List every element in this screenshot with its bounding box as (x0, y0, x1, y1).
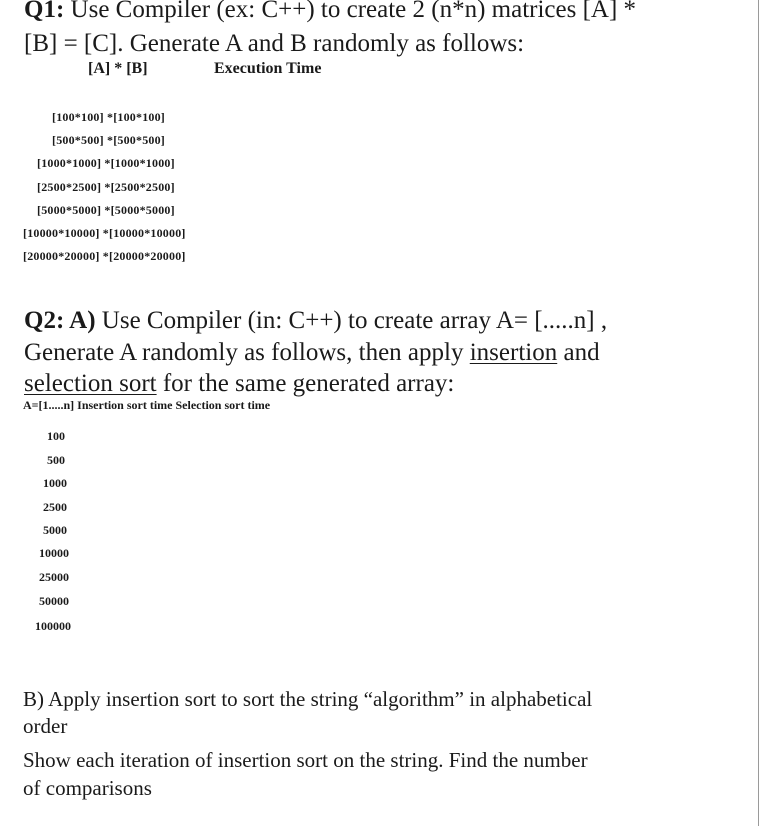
q2-line-2 (24, 337, 600, 368)
q1-text-line-1: Use Compiler (ex: C++) to create 2 (n*n) matrices [A] * (64, 0, 637, 23)
q2-size-value: 25000 (39, 570, 69, 584)
q2-size-value: 50000 (39, 594, 69, 608)
q2-size-value: 5000 (43, 523, 67, 537)
q1-matrix-row: [1000*1000] *[1000*1000] (37, 156, 175, 170)
q2-table-header: A=[1.....n] Insertion sort time Selection sort time (23, 398, 271, 412)
q1-label: Q1: (24, 0, 65, 23)
insertion-underlined-term: insertion (469, 339, 558, 366)
q1-matrix-row: [100*100] *[100*100] (52, 110, 165, 124)
q2b-paragraph-1-line-1: B) Apply insertion sort to sort the string “algorithm” in alphabetical (23, 687, 593, 711)
q2-size-value: 100000 (35, 619, 71, 633)
q1-matrix-row: [20000*20000] *[20000*20000] (23, 249, 186, 263)
q2-text-line-1: Use Compiler (in: C++) to create array A= [.....n] , (95, 307, 608, 334)
selection-sort-underlined-term: selection sort (24, 370, 157, 397)
q2-text-line-2-post: and (557, 339, 600, 366)
q1-line-2: [B] = [C]. Generate A and B randomly as follows: (24, 30, 525, 57)
q1-matrix-row: [5000*5000] *[5000*5000] (37, 203, 175, 217)
q1-matrix-row: [2500*2500] *[2500*2500] (37, 180, 175, 194)
q2-size-value: 10000 (39, 546, 69, 560)
q2-label: Q2: A) (24, 307, 96, 334)
q2b-paragraph-2-line-1: Show each iteration of insertion sort on the string. Find the number (23, 748, 588, 772)
q1-matrix-row: [500*500] *[500*500] (52, 133, 165, 147)
q2b-paragraph-2-line-2: of comparisons (23, 776, 152, 800)
q2-text-line-2-pre: Generate A randomly as follows, then apply (24, 339, 470, 366)
q2-size-value: 1000 (43, 476, 67, 490)
q1-matrix-row: [10000*10000] *[10000*10000] (23, 226, 186, 240)
q2b-paragraph-1-line-2: order (23, 714, 68, 738)
q1-col-header-time: Execution Time (214, 60, 322, 77)
q2-line-1 (24, 305, 607, 336)
page-edge-divider (758, 0, 759, 826)
q2-size-value: 2500 (43, 500, 67, 514)
q2-line-3 (24, 368, 454, 399)
q2-size-value: 500 (47, 453, 65, 467)
q2-text-line-3-post: for the same generated array: (156, 370, 455, 397)
q2-size-value: 100 (47, 429, 65, 443)
q1-col-header-matrices: [A] * [B] (88, 60, 148, 77)
q1-line-1 (24, 0, 636, 25)
